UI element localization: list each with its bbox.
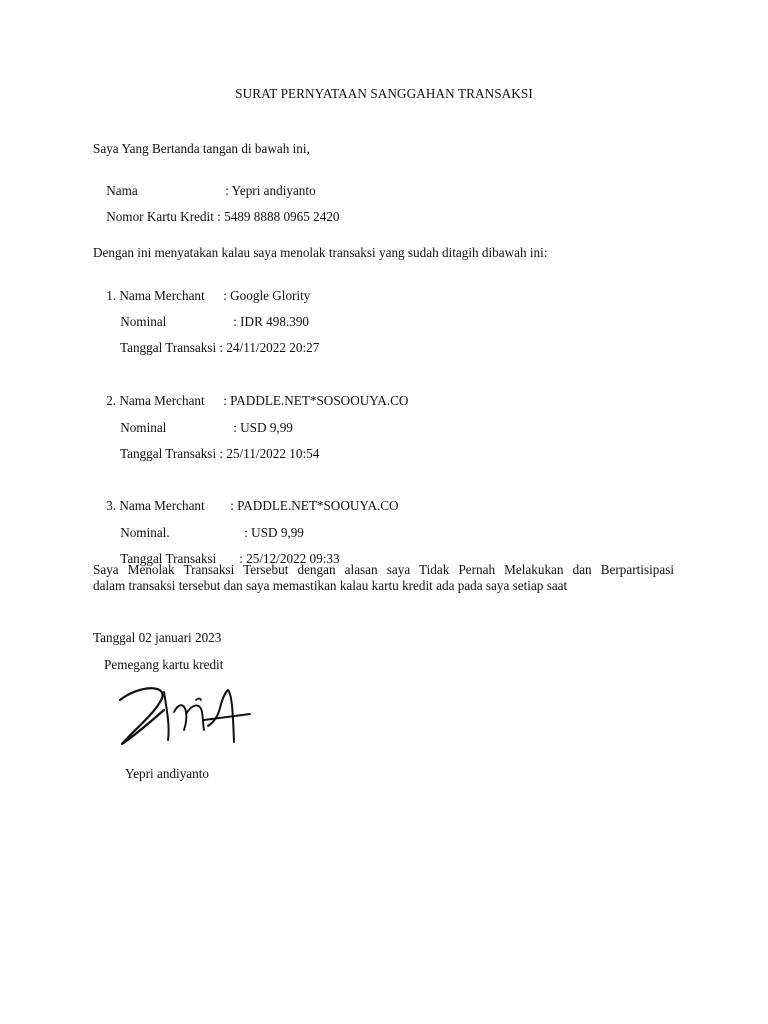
transaction-3-merchant-value: : PADDLE.NET*SOOUYA.CO bbox=[230, 498, 399, 513]
card-value: : 5489 8888 0965 2420 bbox=[217, 209, 340, 224]
transaction-1-merchant-label: 1. Nama Merchant bbox=[106, 288, 205, 303]
transaction-2-merchant-label: 2. Nama Merchant bbox=[106, 393, 205, 408]
statement-text: Dengan ini menyatakan kalau saya menolak transaksi yang sudah ditagih dibawah ini: bbox=[93, 245, 548, 260]
transaction-2-nominal-value: : USD 9,99 bbox=[233, 420, 293, 435]
transaction-3-nominal-label: Nominal. bbox=[120, 525, 170, 540]
transaction-3-date-value: : 25/12/2022 09:33 bbox=[239, 551, 340, 566]
transaction-1-date-label: Tanggal Transaksi bbox=[119, 340, 217, 355]
transaction-1-date-value: : 24/11/2022 20:27 bbox=[219, 340, 320, 355]
name-label: Nama bbox=[106, 183, 138, 198]
transaction-2-date-row bbox=[107, 430, 319, 478]
transaction-2-date-label: Tanggal Transaksi bbox=[119, 446, 217, 461]
transaction-3-nominal-value: : USD 9,99 bbox=[244, 525, 304, 540]
card-row bbox=[93, 193, 340, 241]
transaction-1-nominal-value: : IDR 498.390 bbox=[233, 314, 310, 329]
transaction-1-merchant-value: : Google Glority bbox=[223, 288, 311, 303]
transaction-3-date-label: Tanggal Transaksi bbox=[120, 551, 217, 566]
name-value: : Yepri andiyanto bbox=[225, 183, 316, 198]
signature bbox=[112, 680, 257, 752]
transaction-2-nominal-label: Nominal bbox=[120, 420, 167, 435]
document-title: SURAT PERNYATAAN SANGGAHAN TRANSAKSI bbox=[235, 86, 533, 101]
card-label: Nomor Kartu Kredit bbox=[106, 209, 214, 224]
transaction-1-date-row bbox=[107, 324, 319, 372]
transaction-3-merchant-label: 3. Nama Merchant bbox=[106, 498, 205, 513]
transaction-2-date-value: : 25/11/2022 10:54 bbox=[219, 446, 320, 461]
holder-label: Pemegang kartu kredit bbox=[104, 657, 224, 672]
closing-paragraph-line-2: dalam transaksi tersebut dan saya memastikan kalau kartu kredit ada pada saya setiap saat bbox=[93, 578, 568, 593]
date-line: Tanggal 02 januari 2023 bbox=[93, 630, 222, 645]
transaction-2-merchant-value: : PADDLE.NET*SOSOOUYA.CO bbox=[223, 393, 409, 408]
signer-name: Yepri andiyanto bbox=[125, 766, 210, 781]
transaction-1-nominal-label: Nominal bbox=[120, 314, 167, 329]
intro-text: Saya Yang Bertanda tangan di bawah ini, bbox=[93, 141, 310, 156]
closing-paragraph-line-1: Saya Menolak Transaksi Tersebut dengan alasan saya Tidak Pernah Melakukan dan Berpartisipasi bbox=[93, 562, 674, 577]
